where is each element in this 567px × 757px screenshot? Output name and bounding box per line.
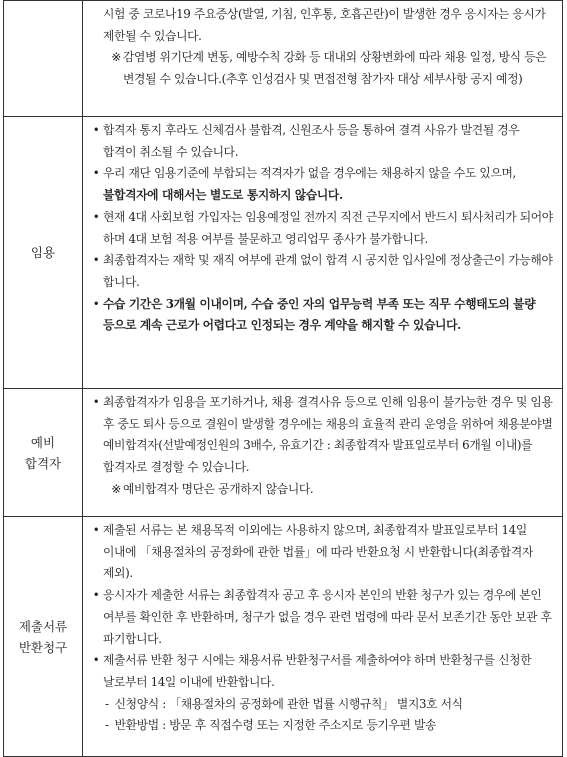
row-label-return-line2: 반환청구 <box>18 639 68 655</box>
list-item <box>89 392 554 479</box>
appointment-item-1: 합격자 통지 후라도 신체검사 불합격, 신원조사 등을 통하여 결격 사유가 발견될 경우 합격이 취소될 수 있습니다. <box>103 123 520 159</box>
return-item-2: 응시자가 제출한 서류는 최종합격자 공고 후 응시자 본인의 반환 청구가 있는 경우에 본인 여부를 확인한 후 반환하며, 청구가 없을 경우 관련 법령에 따라 문서 보존기간 동안 보관 후 파기합니다. <box>103 588 552 646</box>
reference-mark-icon: ※ <box>111 50 121 65</box>
appointment-item-2-text: 우리 재단 임용기준에 부합되는 적격자가 없을 경우에는 채용하지 않을 수도 있으며, <box>103 166 516 181</box>
covid-restriction-text: 시험 중 코로나19 주요증상(발열, 기침, 인후통, 호흡곤란)이 발생한 경우 응시자는 응시가 제한될 수 있습니다. <box>103 7 546 43</box>
appointment-item-3: 현재 4대 사회보험 가입자는 임용예정일 전까지 직전 근무지에서 반드시 퇴사처리가 되어야 하며 4대 보험 적용 여부를 불문하고 영리업무 종사가 불가합니다. <box>103 209 553 246</box>
return-item-1: 제출된 서류는 본 채용목적 이외에는 사용하지 않으며, 최종합격자 발표일로부터 14일 이내에 「채용절차의 공정화에 관한 법률」에 따라 반환요청 시 반환합니다(최종합격자 제외). <box>103 523 533 581</box>
return-sub-form-text: 신청양식 : 「채용절차의 공정화에 관한 법률 시행규칙」 별지3호 서식 <box>114 696 463 711</box>
row-return-docs <box>4 517 563 757</box>
return-item-3: 제출서류 반환 청구 시에는 채용서류 반환청구서를 제출하여야 하며 반환청구를 신청한 날로부터 14일 이내에 반환합니다. <box>103 653 532 689</box>
return-sub-method-text: 반환방법 : 방문 후 직접수령 또는 지정한 주소지로 등기우편 발송 <box>114 718 437 733</box>
row-appointment <box>4 117 563 389</box>
row-content-covid <box>83 1 563 117</box>
row-covid <box>4 1 563 117</box>
appointment-item-5: 수습 기간은 3개월 이내이며, 수습 중인 자의 업무능력 부족 또는 직무 수행태도의 불량 등으로 계속 근로가 어렵다고 인정되는 경우 계약을 해지할 수 있습니다. <box>103 296 536 333</box>
covid-note <box>89 47 554 90</box>
list-item <box>89 650 554 693</box>
row-content-return-docs <box>83 517 563 757</box>
list-item <box>89 163 554 206</box>
reserve-note-text: 예비합격자 명단은 공개하지 않습니다. <box>123 481 314 496</box>
row-label-reserve-line2: 합격자 <box>24 455 62 471</box>
row-label-empty <box>4 1 83 117</box>
bullet-icon: • <box>92 253 100 268</box>
dash-icon: - <box>105 696 109 711</box>
bullet-icon: • <box>92 123 100 137</box>
bullet-icon: • <box>92 395 100 409</box>
row-label-appointment: 임용 <box>4 117 83 389</box>
row-label-reserve <box>4 389 83 517</box>
bullet-icon: • <box>92 296 100 311</box>
list-item <box>89 294 554 337</box>
reserve-item-1: 최종합격자가 임용을 포기하거나, 채용 결격사유 등으로 인해 임용이 불가능한 경우 및 임용 후 중도 퇴사 등으로 결원이 발생할 경우에는 채용의 효율적 관리 운영을 위하여 채용분야별 예비합격자(선발예정인원의 3배수, 유효기간 : 최종합격자 발표일로부터 6개월 이내)를 합격자로 결정할 수 있습니다. <box>103 395 553 475</box>
row-reserve <box>4 389 563 517</box>
list-item <box>89 585 554 650</box>
return-sub-form <box>89 694 554 716</box>
bullet-icon: • <box>92 588 100 603</box>
list-item <box>89 520 554 585</box>
list-item <box>89 250 554 293</box>
appointment-item-2 <box>103 163 554 206</box>
bullet-icon: • <box>92 166 100 181</box>
list-item <box>89 120 554 163</box>
row-label-return-docs <box>4 517 83 757</box>
covid-note-text: 감염병 위기단계 변동, 예방수칙 강화 등 대내외 상황변화에 따라 채용 일정, 방식 등은 변경될 수 있습니다.(추후 인성검사 및 면접전형 참가자 대상 세부사항 공지 예정) <box>123 50 547 87</box>
reserve-note <box>89 479 554 501</box>
return-sub-method <box>89 715 554 737</box>
bullet-icon: • <box>92 523 100 537</box>
row-label-return-line1: 제출서류 <box>18 618 68 634</box>
row-content-appointment <box>83 117 563 389</box>
dash-icon: - <box>105 718 109 733</box>
bullet-icon: • <box>92 209 100 224</box>
list-item <box>89 207 554 250</box>
bullet-icon: • <box>92 653 100 668</box>
appointment-item-4: 최종합격자는 재학 및 재직 여부에 관계 없이 합격 시 공지한 입사일에 정상출근이 가능해야 합니다. <box>103 253 553 289</box>
appointment-item-2-bold: 불합격자에 대해서는 별도로 통지하지 않습니다. <box>103 188 343 203</box>
notice-table <box>3 0 563 757</box>
reference-mark-icon: ※ <box>111 481 121 496</box>
row-label-reserve-line1: 예비 <box>30 434 56 450</box>
row-content-reserve <box>83 389 563 517</box>
